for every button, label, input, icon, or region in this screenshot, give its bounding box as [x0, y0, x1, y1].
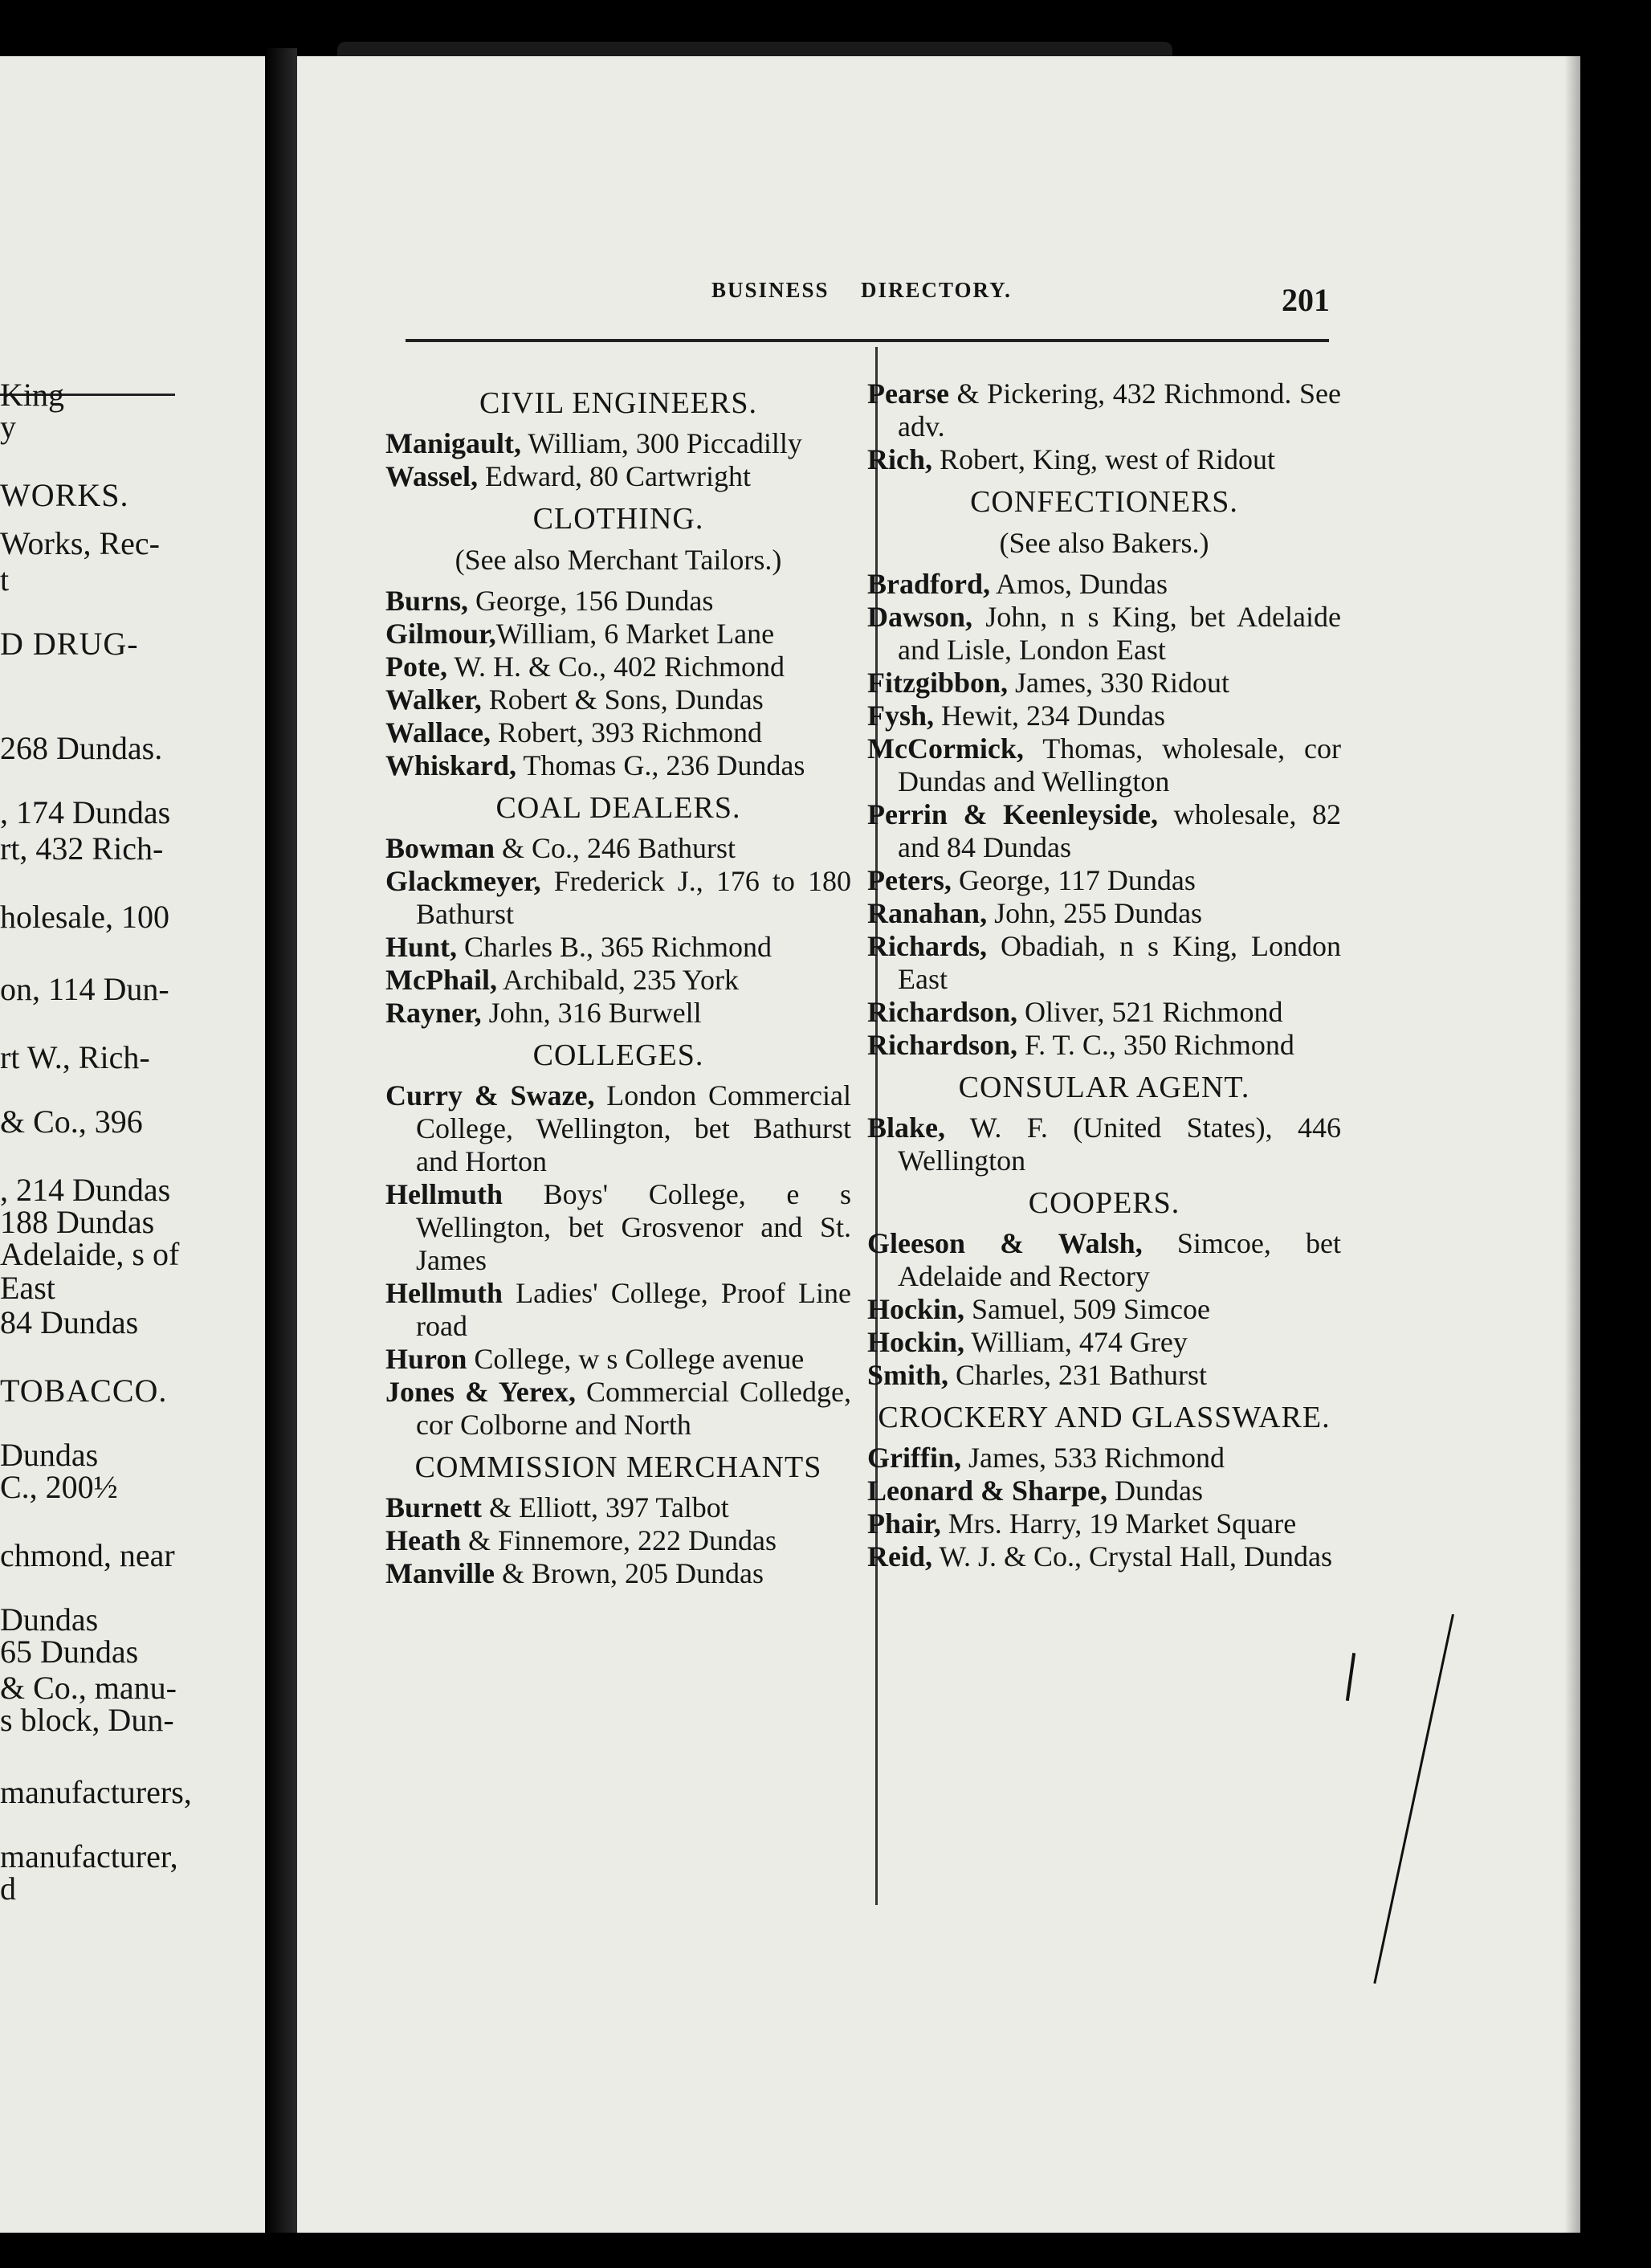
entry-details: Boys' College, e s Wellington, bet Grosvenor and St. James — [416, 1178, 851, 1276]
entry-details: Robert, 393 Richmond — [490, 716, 762, 749]
entry-name: McCormick, — [867, 732, 1024, 765]
directory-entry — [385, 931, 851, 964]
entry-name: Hellmuth — [385, 1277, 503, 1309]
entry-details: George, 156 Dundas — [468, 585, 714, 617]
section-heading: COOPERS. — [1028, 1186, 1180, 1220]
directory-entry — [867, 1293, 1341, 1326]
entry-name: Pearse — [867, 377, 949, 410]
left-fragment-line: East — [0, 1270, 55, 1306]
entry-details: & Brown, 205 Dundas — [494, 1557, 764, 1589]
book-gutter — [265, 48, 297, 2233]
directory-entry — [385, 683, 851, 716]
entry-details: James, 533 Richmond — [960, 1442, 1225, 1474]
entry-details: William, 474 Grey — [964, 1326, 1188, 1358]
directory-column-2 — [867, 377, 1341, 1573]
left-fragment-line: 188 Dundas — [0, 1204, 155, 1240]
directory-entry — [385, 1277, 851, 1343]
entry-details: John, n s King, bet Adelaide and Lisle, London East — [898, 601, 1341, 666]
entry-name: Gleeson & Walsh, — [867, 1227, 1143, 1259]
entry-details: Edward, 80 Cartwright — [478, 460, 751, 492]
entry-name: Peters, — [867, 864, 952, 896]
entry-name: Glackmeyer, — [385, 865, 541, 897]
directory-entry — [385, 716, 851, 749]
running-title-business: BUSINESS — [711, 278, 830, 302]
left-fragment-line: 84 Dundas — [0, 1304, 139, 1340]
entry-details: Ladies' College, Proof Line road — [416, 1277, 851, 1342]
entry-name: Richardson, — [867, 996, 1018, 1028]
section-heading: COMMISSION MERCHANTS — [414, 1450, 822, 1484]
entry-details: Obadiah, n s King, London East — [898, 930, 1341, 995]
header-rule — [406, 339, 1329, 342]
entry-name: Burnett — [385, 1491, 482, 1524]
entry-name: Fysh, — [867, 700, 935, 732]
directory-entry — [385, 749, 851, 782]
entry-name: Whiskard, — [385, 749, 517, 781]
directory-entry — [867, 1540, 1341, 1573]
entry-name: Hunt, — [385, 931, 458, 963]
directory-entry — [385, 1079, 851, 1178]
entry-name: Leonard & Sharpe, — [867, 1475, 1108, 1507]
running-title-directory: DIRECTORY. — [861, 278, 1012, 302]
entry-details: Simcoe, bet Adelaide and Rectory — [898, 1227, 1341, 1292]
entry-details: Commercial Colledge, cor Colborne and North — [416, 1376, 851, 1441]
directory-entry — [867, 1029, 1341, 1062]
entry-details: Archibald, 235 York — [496, 964, 739, 996]
entry-details: Oliver, 521 Richmond — [1017, 996, 1283, 1028]
left-fragment-line: s block, Dun- — [0, 1702, 174, 1738]
section-heading: COAL DEALERS. — [495, 791, 741, 825]
cross-reference-note: (See also Merchant Tailors.) — [455, 544, 782, 576]
directory-entry — [867, 443, 1341, 476]
entry-details: & Co., 246 Bathurst — [495, 832, 736, 864]
entry-details: William, 6 Market Lane — [495, 618, 775, 650]
directory-entry — [867, 732, 1341, 798]
entry-name: Gilmour, — [385, 618, 496, 650]
left-fragment-line: WORKS. — [0, 477, 129, 513]
cross-reference-note: (See also Bakers.) — [999, 527, 1209, 559]
entry-details: F. T. C., 350 Richmond — [1017, 1029, 1294, 1061]
entry-name: Manigault, — [385, 427, 522, 459]
directory-entry — [867, 897, 1341, 930]
entry-name: Richardson, — [867, 1029, 1018, 1061]
entry-name: Wallace, — [385, 716, 491, 749]
directory-entry — [385, 460, 851, 493]
entry-name: Hockin, — [867, 1326, 965, 1358]
entry-details: & Pickering, 432 Richmond. See adv. — [898, 377, 1341, 443]
entry-details: John, 255 Dundas — [987, 897, 1203, 929]
directory-entry — [867, 1326, 1341, 1359]
directory-entry — [385, 1178, 851, 1277]
entry-name: Ranahan, — [867, 897, 988, 929]
entry-details: Robert & Sons, Dundas — [481, 683, 764, 716]
directory-entry — [385, 1376, 851, 1442]
directory-entry — [385, 618, 851, 651]
entry-details: W. J. & Co., Crystal Hall, Dundas — [932, 1540, 1333, 1573]
directory-entry — [385, 964, 851, 997]
entry-name: Pote, — [385, 651, 447, 683]
left-fragment-line: , 174 Dundas — [0, 794, 171, 830]
entry-name: Hockin, — [867, 1293, 965, 1325]
entry-name: Perrin & Keenleyside, — [867, 798, 1158, 830]
entry-details: College, w s College avenue — [467, 1343, 805, 1375]
directory-entry — [385, 427, 851, 460]
directory-entry — [867, 1227, 1341, 1293]
directory-entry — [867, 996, 1341, 1029]
entry-details: Samuel, 509 Simcoe — [964, 1293, 1210, 1325]
directory-entry — [867, 601, 1341, 667]
section-heading: CLOTHING. — [532, 502, 704, 536]
entry-name: Griffin, — [867, 1442, 961, 1474]
left-fragment-line: t — [0, 561, 10, 598]
entry-details: Frederick J., 176 to 180 Bathurst — [416, 865, 851, 930]
entry-name: Rich, — [867, 443, 932, 475]
entry-name: Huron — [385, 1343, 467, 1375]
directory-entry — [867, 1359, 1341, 1392]
left-fragment-line: & Co., 396 — [0, 1103, 143, 1140]
entry-details: wholesale, 82 and 84 Dundas — [898, 798, 1341, 863]
entry-name: Hellmuth — [385, 1178, 503, 1210]
entry-name: Jones & Yerex, — [385, 1376, 577, 1408]
directory-entry — [385, 832, 851, 865]
directory-entry — [867, 568, 1341, 601]
directory-entry — [385, 1491, 851, 1524]
entry-name: Smith, — [867, 1359, 949, 1391]
left-fragment-line: manufacturers, — [0, 1774, 192, 1810]
entry-details: W. H. & Co., 402 Richmond — [446, 651, 785, 683]
section-heading: CROCKERY AND GLASSWARE. — [878, 1401, 1331, 1434]
entry-details: Hewit, 234 Dundas — [934, 700, 1165, 732]
entry-details: London Commercial College, Wellington, bet Bathurst and Horton — [416, 1079, 851, 1177]
section-heading: CONFECTIONERS. — [970, 485, 1238, 519]
entry-name: Phair, — [867, 1507, 941, 1540]
entry-name: Heath — [385, 1524, 461, 1556]
directory-entry — [867, 930, 1341, 996]
entry-details: Amos, Dundas — [990, 568, 1168, 600]
entry-details: Charles B., 365 Richmond — [457, 931, 773, 963]
entry-name: Walker, — [385, 683, 482, 716]
directory-entry — [385, 1557, 851, 1590]
section-heading: CONSULAR AGENT. — [958, 1071, 1250, 1104]
page-edge-shadow — [1564, 56, 1596, 2233]
left-fragment-line: y — [0, 409, 16, 445]
directory-entry — [867, 700, 1341, 732]
entry-name: Rayner, — [385, 997, 482, 1029]
directory-entry — [867, 667, 1341, 700]
section-heading: CIVIL ENGINEERS. — [479, 386, 757, 420]
directory-entry — [867, 1507, 1341, 1540]
entry-name: Dawson, — [867, 601, 973, 633]
entry-details: & Finnemore, 222 Dundas — [461, 1524, 777, 1556]
left-fragment-line: Adelaide, s of — [0, 1236, 180, 1272]
left-fragment-line: , 214 Dundas — [0, 1172, 171, 1208]
directory-entry — [385, 865, 851, 931]
left-page-fragment — [0, 56, 265, 2233]
left-fragment-line: on, 114 Dun- — [0, 971, 169, 1007]
left-fragment-line: 268 Dundas. — [0, 730, 163, 766]
left-fragment-line: TOBACCO. — [0, 1373, 168, 1409]
directory-entry — [385, 1524, 851, 1557]
entry-details: Thomas G., 236 Dundas — [516, 749, 805, 781]
directory-entry — [867, 798, 1341, 864]
left-fragment-line: C., 200½ — [0, 1469, 118, 1505]
page-number: 201 — [1282, 282, 1330, 318]
left-fragment-line: Dundas — [0, 1601, 99, 1638]
directory-entry — [867, 1442, 1341, 1475]
left-fragment-line: chmond, near — [0, 1537, 175, 1573]
entry-details: John, 316 Burwell — [481, 997, 702, 1029]
entry-details: Dundas — [1107, 1475, 1204, 1507]
directory-column-1 — [385, 377, 851, 1590]
directory-entry — [867, 1475, 1341, 1507]
entry-name: Bowman — [385, 832, 495, 864]
entry-name: Richards, — [867, 930, 988, 962]
directory-entry — [867, 1112, 1341, 1177]
left-fragment-line: rt W., Rich- — [0, 1039, 150, 1075]
entry-details: Charles, 231 Bathurst — [948, 1359, 1207, 1391]
entry-name: McPhail, — [385, 964, 497, 996]
directory-entry — [385, 651, 851, 683]
left-fragment-line: Dundas — [0, 1437, 99, 1473]
entry-name: Burns, — [385, 585, 469, 617]
entry-name: Reid, — [867, 1540, 932, 1573]
entry-name: Manville — [385, 1557, 495, 1589]
directory-entry — [385, 1343, 851, 1376]
directory-entry — [385, 585, 851, 618]
entry-details: George, 117 Dundas — [951, 864, 1196, 896]
entry-details: James, 330 Ridout — [1008, 667, 1230, 699]
entry-name: Bradford, — [867, 568, 990, 600]
directory-entry — [385, 997, 851, 1030]
left-fragment-line: manufacturer, — [0, 1838, 178, 1874]
entry-details: William, 300 Piccadilly — [521, 427, 802, 459]
entry-details: & Elliott, 397 Talbot — [482, 1491, 729, 1524]
left-fragment-line: rt, 432 Rich- — [0, 830, 164, 867]
entry-details: Robert, King, west of Ridout — [932, 443, 1275, 475]
section-heading: COLLEGES. — [532, 1038, 704, 1072]
entry-name: Curry & Swaze, — [385, 1079, 595, 1112]
entry-name: Blake, — [867, 1112, 946, 1144]
left-fragment-line: & Co., manu- — [0, 1670, 177, 1706]
entry-name: Wassel, — [385, 460, 479, 492]
left-fragment-line: 65 Dundas — [0, 1634, 139, 1670]
directory-entry — [867, 864, 1341, 897]
left-fragment-line: Works, Rec- — [0, 525, 160, 561]
left-fragment-line: d — [0, 1870, 16, 1907]
directory-entry — [867, 377, 1341, 443]
entry-details: W. F. (United States), 446 Wellington — [898, 1112, 1341, 1177]
left-fragment-line: King — [0, 377, 64, 413]
entry-details: Mrs. Harry, 19 Market Square — [940, 1507, 1297, 1540]
entry-name: Fitzgibbon, — [867, 667, 1009, 699]
entry-details: Thomas, wholesale, cor Dundas and Wellington — [898, 732, 1341, 797]
left-fragment-line: D DRUG- — [0, 626, 139, 662]
left-fragment-line: holesale, 100 — [0, 899, 170, 935]
